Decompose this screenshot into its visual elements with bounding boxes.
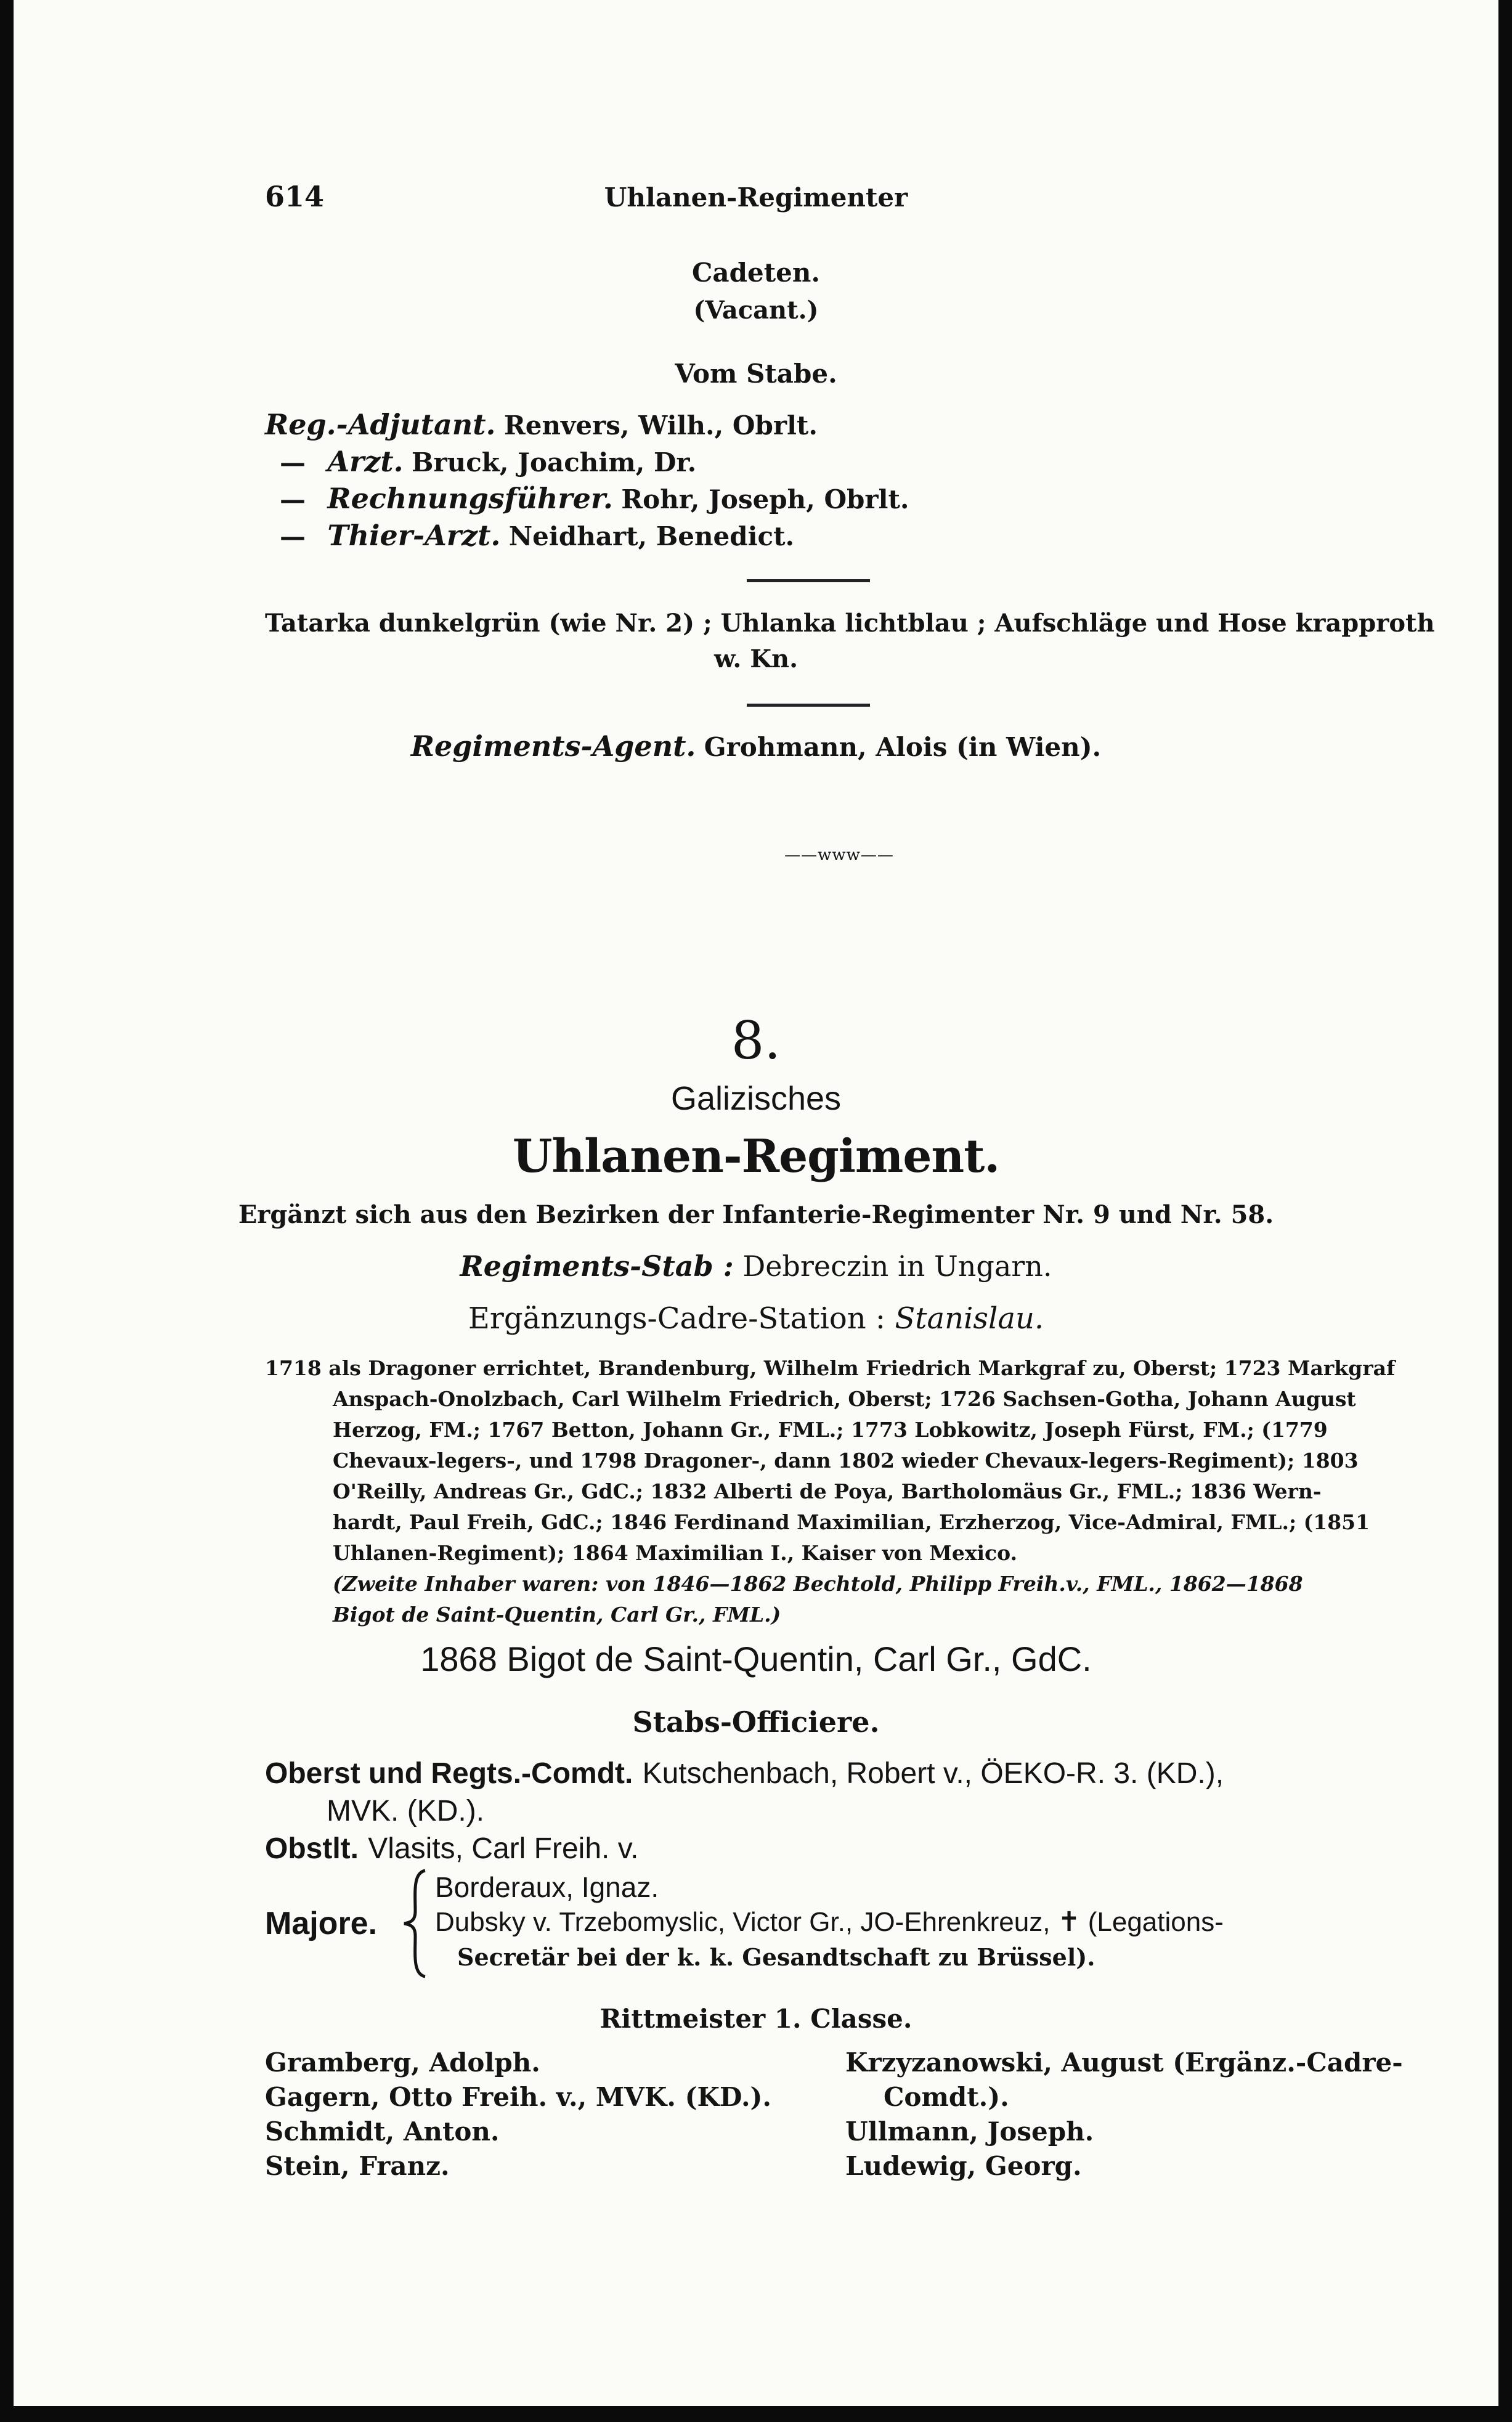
regiment-subtitle: Galizisches <box>670 1080 842 1117</box>
oberst-row-cont: MVK. (KD.). <box>327 1795 485 1827</box>
majore-label: Majore. <box>265 1906 378 1941</box>
rittmeister-heading: Rittmeister 1. Classe. <box>600 2004 912 2034</box>
staff-dash: — <box>280 521 306 551</box>
majore-line: Borderaux, Ignaz. <box>435 1871 659 1903</box>
vom-stabe-heading: Vom Stabe. <box>675 359 837 389</box>
obstlt-label: Obstlt. <box>265 1832 359 1865</box>
agent-name: Grohmann, Alois (in Wien). <box>704 732 1102 762</box>
uniform-description: Tatarka dunkelgrün (wie Nr. 2) ; Uhlanka lichtblau ; Aufschläge und Hose krapproth <box>265 609 1435 638</box>
oberst-label: Oberst und Regts.-Comdt. <box>265 1757 633 1790</box>
cadre-value: Stanislau. <box>895 1301 1044 1336</box>
rittmeister-name: Ullmann, Joseph. <box>845 2116 1094 2147</box>
staff-row <box>265 408 818 441</box>
staff-row <box>280 482 909 515</box>
regiment-owner: 1868 Bigot de Saint-Quentin, Carl Gr., GdC. <box>420 1640 1092 1678</box>
rittmeister-name: Schmidt, Anton. <box>265 2116 500 2147</box>
history-line: Anspach-Onolzbach, Carl Wilhelm Friedrich, Oberst; 1726 Sachsen-Gotha, Johann August <box>333 1387 1356 1411</box>
stabs-officiere-heading: Stabs-Officiere. <box>632 1705 880 1739</box>
majore-brace <box>400 1868 430 1979</box>
uniform-description-cont: w. Kn. <box>713 644 799 673</box>
rittmeister-name: Ludewig, Georg. <box>845 2151 1082 2181</box>
cadre-station <box>14 1301 1498 1336</box>
book-page <box>14 0 1498 2406</box>
history-italic-line: Bigot de Saint-Quentin, Carl Gr., FML.) <box>333 1603 781 1627</box>
staff-role: Reg.-Adjutant. <box>265 408 496 441</box>
staff-name: Rohr, Joseph, Obrlt. <box>621 484 909 514</box>
regiments-agent <box>14 729 1498 763</box>
regiment-number: 8. <box>731 1010 781 1071</box>
staff-dash: — <box>280 447 306 477</box>
history-line: hardt, Paul Freih, GdC.; 1846 Ferdinand Maximilian, Erzherzog, Vice-Admiral, FML.; (1851 <box>333 1510 1370 1534</box>
page-number: 614 <box>265 180 325 213</box>
staff-name: Neidhart, Benedict. <box>508 521 795 551</box>
obstlt-row <box>265 1831 638 1866</box>
staff-role: Arzt. <box>327 445 404 478</box>
regiment-title: Uhlanen-Regiment. <box>512 1130 1000 1183</box>
oberst-value: Kutschenbach, Robert v., ÖEKO-R. 3. (KD.), <box>642 1757 1224 1790</box>
divider <box>747 704 870 707</box>
rittmeister-right-column <box>845 2046 1403 2184</box>
rittmeister-name: Comdt.). <box>884 2082 1009 2112</box>
history-line: O'Reilly, Andreas Gr., GdC.; 1832 Alberti de Poya, Bartholomäus Gr., FML.; 1836 Wern- <box>333 1479 1322 1503</box>
history-italic-line: (Zweite Inhaber waren: von 1846—1862 Bechtold, Philipp Freih.v., FML., 1862—1868 <box>333 1572 1303 1596</box>
history-line: Chevaux-legers-, und 1798 Dragoner-, dann 1802 wieder Chevaux-legers-Regiment); 1803 <box>333 1449 1359 1473</box>
rittmeister-left-column <box>265 2046 771 2184</box>
cadre-label: Ergänzungs-Cadre-Station : <box>468 1301 886 1336</box>
cadeten-note: (Vacant.) <box>693 296 819 325</box>
regiment-stab <box>14 1250 1498 1283</box>
staff-role: Rechnungsführer. <box>327 482 613 515</box>
history-line: Uhlanen-Regiment); 1864 Maximilian I., Kaiser von Mexico. <box>333 1541 1018 1565</box>
majore-line: Secretär bei der k. k. Gesandtschaft zu Brüssel). <box>457 1943 1095 1971</box>
staff-name: Bruck, Joachim, Dr. <box>412 447 697 477</box>
regiment-supplement: Ergänzt sich aus den Bezirken der Infanterie-Regimenter Nr. 9 und Nr. 58. <box>238 1200 1274 1229</box>
staff-row <box>280 445 696 478</box>
staff-name: Renvers, Wilh., Obrlt. <box>503 410 818 441</box>
staff-role: Thier-Arzt. <box>327 519 501 552</box>
ornament-divider <box>753 846 925 866</box>
agent-role: Regiments-Agent. <box>410 729 696 763</box>
staff-row <box>280 519 794 552</box>
rittmeister-name: Gagern, Otto Freih. v., MVK. (KD.). <box>265 2082 772 2112</box>
divider <box>747 579 870 582</box>
obstlt-value: Vlasits, Carl Freih. v. <box>368 1832 639 1865</box>
history-line: Herzog, FM.; 1767 Betton, Johann Gr., FML.; 1773 Lobkowitz, Joseph Fürst, FM.; (1779 <box>333 1418 1328 1442</box>
staff-dash: — <box>280 484 306 514</box>
stab-value: Debreczin in Ungarn. <box>742 1250 1052 1283</box>
majore-line: Dubsky v. Trzebomyslic, Victor Gr., JO-Ehrenkreuz, ✝ (Legations- <box>435 1907 1224 1937</box>
ornament-text: ——ᴡᴡᴡ—— <box>784 846 894 864</box>
cadeten-heading: Cadeten. <box>691 258 820 288</box>
history-line: 1718 als Dragoner errichtet, Brandenburg, Wilhelm Friedrich Markgraf zu, Oberst; 1723 Markgraf <box>265 1356 1396 1380</box>
running-title: Uhlanen-Regimenter <box>604 182 908 213</box>
rittmeister-name: Stein, Franz. <box>265 2151 450 2181</box>
oberst-row <box>265 1756 1224 1790</box>
rittmeister-name: Gramberg, Adolph. <box>265 2047 540 2078</box>
rittmeister-name: Krzyzanowski, August (Ergänz.-Cadre- <box>845 2047 1403 2078</box>
stab-label: Regiments-Stab : <box>460 1250 734 1283</box>
